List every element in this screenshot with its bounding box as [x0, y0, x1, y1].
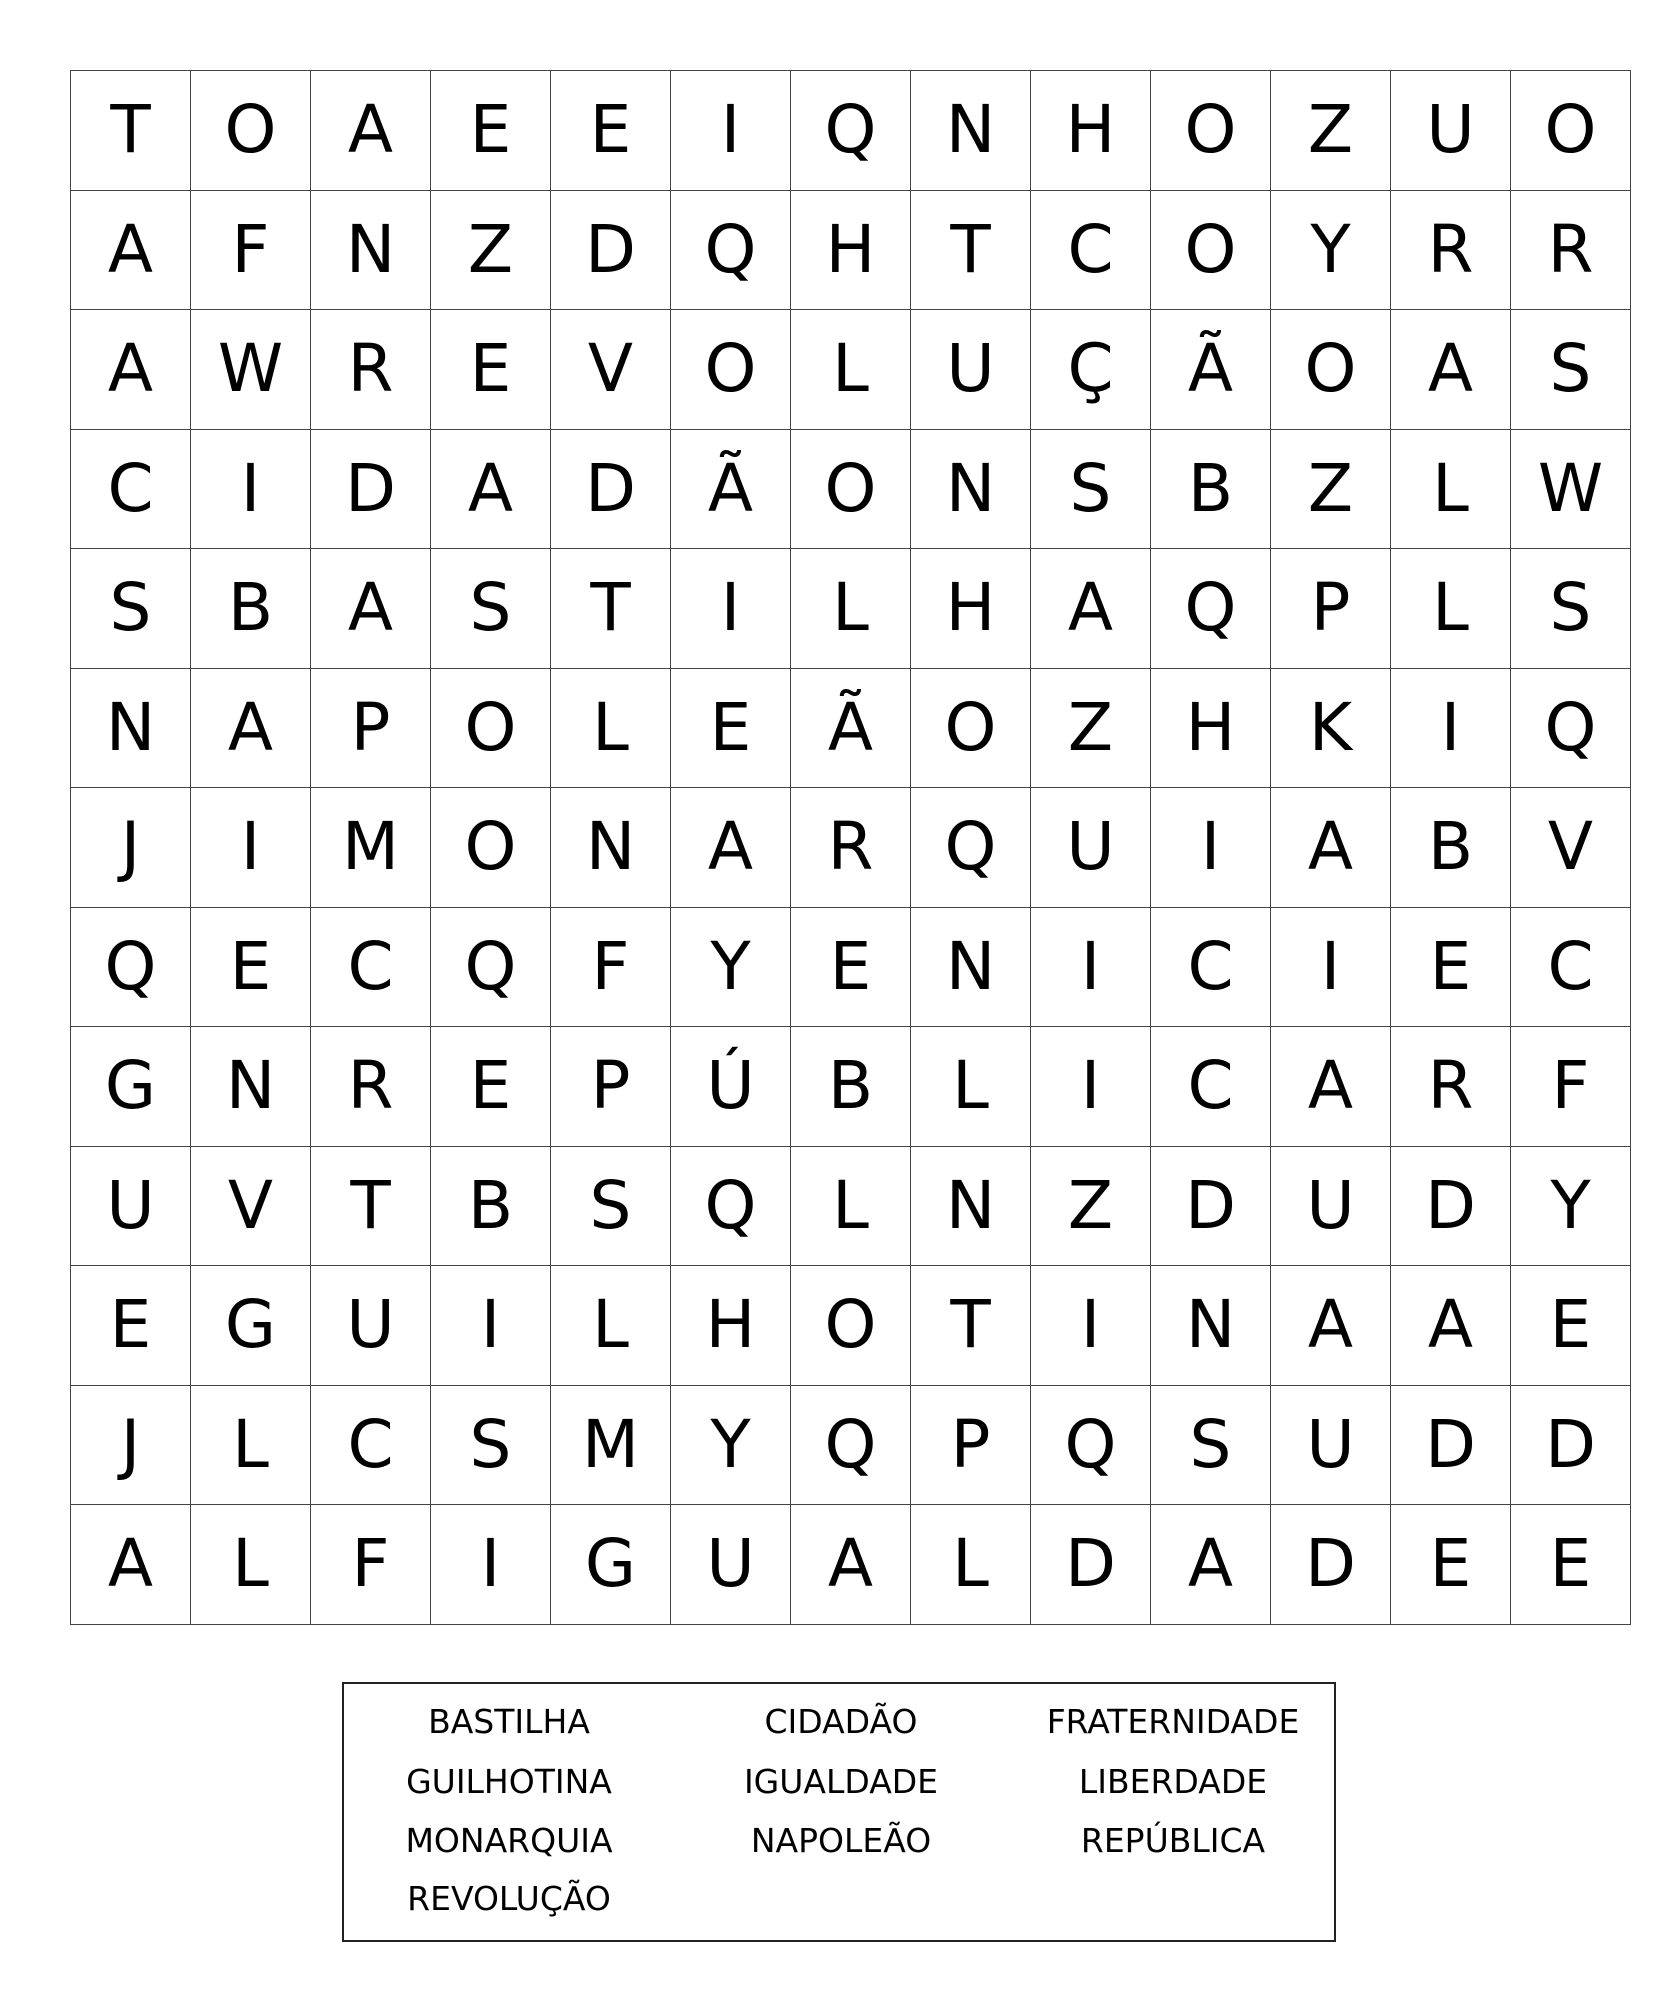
grid-cell[interactable]: L: [791, 549, 911, 669]
grid-cell[interactable]: L: [191, 1505, 311, 1625]
grid-cell[interactable]: P: [1271, 549, 1391, 669]
grid-cell[interactable]: M: [551, 1385, 671, 1505]
grid-cell[interactable]: P: [551, 1027, 671, 1147]
grid-cell[interactable]: A: [791, 1505, 911, 1625]
grid-cell[interactable]: O: [1151, 71, 1271, 191]
grid-cell[interactable]: O: [791, 429, 911, 549]
grid-cell[interactable]: A: [671, 788, 791, 908]
grid-cell[interactable]: O: [431, 788, 551, 908]
grid-cell[interactable]: Z: [1271, 71, 1391, 191]
grid-cell[interactable]: T: [911, 1266, 1031, 1386]
grid-cell[interactable]: V: [551, 310, 671, 430]
word-list-item: LIBERDADE: [1078, 1762, 1268, 1801]
grid-cell[interactable]: O: [191, 71, 311, 191]
grid-cell[interactable]: R: [311, 1027, 431, 1147]
grid-cell[interactable]: P: [311, 668, 431, 788]
grid-cell[interactable]: N: [1151, 1266, 1271, 1386]
grid-cell[interactable]: T: [911, 190, 1031, 310]
grid-cell[interactable]: Ã: [1151, 310, 1271, 430]
grid-cell[interactable]: W: [1511, 429, 1631, 549]
grid-cell[interactable]: Ç: [1031, 310, 1151, 430]
grid-cell[interactable]: C: [1151, 907, 1271, 1027]
grid-cell[interactable]: I: [431, 1505, 551, 1625]
grid-cell[interactable]: A: [1271, 788, 1391, 908]
grid-row: [71, 907, 1631, 1027]
grid-cell[interactable]: C: [71, 429, 191, 549]
grid-cell[interactable]: A: [1271, 1027, 1391, 1147]
grid-row: [71, 1266, 1631, 1386]
grid-cell[interactable]: A: [1271, 1266, 1391, 1386]
grid-cell[interactable]: D: [1271, 1505, 1391, 1625]
grid-cell[interactable]: A: [1031, 549, 1151, 669]
grid-cell[interactable]: E: [1391, 907, 1511, 1027]
grid-cell[interactable]: B: [431, 1146, 551, 1266]
grid-cell[interactable]: S: [71, 549, 191, 669]
grid-cell[interactable]: Ã: [671, 429, 791, 549]
grid-cell[interactable]: V: [191, 1146, 311, 1266]
grid-cell[interactable]: A: [191, 668, 311, 788]
grid-cell[interactable]: S: [1151, 1385, 1271, 1505]
grid-cell[interactable]: E: [431, 1027, 551, 1147]
grid-cell[interactable]: N: [71, 668, 191, 788]
grid-cell[interactable]: S: [431, 1385, 551, 1505]
grid-cell[interactable]: I: [431, 1266, 551, 1386]
grid-cell[interactable]: A: [1391, 1266, 1511, 1386]
grid-cell[interactable]: I: [671, 549, 791, 669]
grid-cell[interactable]: W: [191, 310, 311, 430]
grid-cell[interactable]: D: [311, 429, 431, 549]
grid-row: [71, 1505, 1631, 1625]
grid-cell[interactable]: S: [1511, 549, 1631, 669]
grid-cell[interactable]: K: [1271, 668, 1391, 788]
grid-cell[interactable]: R: [1391, 190, 1511, 310]
grid-cell[interactable]: D: [1031, 1505, 1151, 1625]
grid-cell[interactable]: L: [791, 310, 911, 430]
grid-cell[interactable]: U: [1271, 1385, 1391, 1505]
grid-cell[interactable]: Q: [791, 71, 911, 191]
grid-cell[interactable]: B: [791, 1027, 911, 1147]
grid-cell[interactable]: S: [551, 1146, 671, 1266]
grid-cell[interactable]: H: [671, 1266, 791, 1386]
grid-cell[interactable]: A: [311, 549, 431, 669]
grid-cell[interactable]: T: [551, 549, 671, 669]
grid-cell[interactable]: N: [311, 190, 431, 310]
grid-cell[interactable]: Q: [1151, 549, 1271, 669]
grid-cell[interactable]: L: [1391, 429, 1511, 549]
grid-cell[interactable]: U: [1391, 71, 1511, 191]
grid-cell[interactable]: N: [551, 788, 671, 908]
grid-cell[interactable]: S: [1031, 429, 1151, 549]
grid-cell[interactable]: Q: [1511, 668, 1631, 788]
grid-cell[interactable]: O: [1271, 310, 1391, 430]
grid-cell[interactable]: B: [191, 549, 311, 669]
word-list-item: BASTILHA: [428, 1702, 590, 1741]
word-list-item: CIDADÃO: [764, 1702, 918, 1741]
grid-cell[interactable]: D: [1391, 1385, 1511, 1505]
grid-cell[interactable]: C: [1511, 907, 1631, 1027]
grid-row: [71, 549, 1631, 669]
word-list-box: [342, 1682, 1336, 1942]
grid-cell[interactable]: Q: [671, 190, 791, 310]
grid-cell[interactable]: C: [1151, 1027, 1271, 1147]
grid-cell[interactable]: E: [71, 1266, 191, 1386]
word-list-item: IGUALDADE: [743, 1762, 939, 1801]
grid-cell[interactable]: S: [1511, 310, 1631, 430]
grid-cell[interactable]: Y: [1271, 190, 1391, 310]
grid-cell[interactable]: A: [1391, 310, 1511, 430]
grid-cell[interactable]: O: [671, 310, 791, 430]
grid-cell[interactable]: H: [911, 549, 1031, 669]
grid-cell[interactable]: A: [311, 71, 431, 191]
grid-cell[interactable]: U: [1271, 1146, 1391, 1266]
grid-cell[interactable]: R: [791, 788, 911, 908]
grid-cell[interactable]: Q: [1031, 1385, 1151, 1505]
grid-row: [71, 668, 1631, 788]
grid-cell[interactable]: Z: [1271, 429, 1391, 549]
grid-cell[interactable]: O: [791, 1266, 911, 1386]
grid-cell[interactable]: O: [1511, 71, 1631, 191]
grid-cell[interactable]: E: [431, 71, 551, 191]
grid-cell[interactable]: O: [1151, 190, 1271, 310]
grid-cell[interactable]: I: [1031, 1027, 1151, 1147]
grid-cell[interactable]: E: [191, 907, 311, 1027]
grid-cell[interactable]: R: [311, 310, 431, 430]
grid-cell[interactable]: N: [191, 1027, 311, 1147]
word-list-item: REVOLUÇÃO: [407, 1879, 611, 1918]
grid-cell[interactable]: G: [71, 1027, 191, 1147]
grid-row: [71, 190, 1631, 310]
grid-cell[interactable]: U: [911, 310, 1031, 430]
grid-cell[interactable]: D: [1511, 1385, 1631, 1505]
word-list-item: FRATERNIDADE: [1046, 1702, 1300, 1741]
grid-row: [71, 429, 1631, 549]
grid-cell[interactable]: Z: [1031, 668, 1151, 788]
grid-cell[interactable]: R: [1511, 190, 1631, 310]
grid-cell[interactable]: G: [551, 1505, 671, 1625]
grid-cell[interactable]: Z: [1031, 1146, 1151, 1266]
grid-cell[interactable]: L: [1391, 549, 1511, 669]
grid-cell[interactable]: Y: [1511, 1146, 1631, 1266]
grid-cell[interactable]: D: [1391, 1146, 1511, 1266]
grid-cell[interactable]: Ã: [791, 668, 911, 788]
grid-cell[interactable]: Y: [671, 907, 791, 1027]
grid-cell[interactable]: L: [911, 1027, 1031, 1147]
word-list-item: REPÚBLICA: [1080, 1821, 1266, 1860]
grid-cell[interactable]: D: [551, 190, 671, 310]
grid-cell[interactable]: Q: [71, 907, 191, 1027]
grid-cell[interactable]: L: [551, 668, 671, 788]
grid-cell[interactable]: F: [551, 907, 671, 1027]
grid-cell[interactable]: M: [311, 788, 431, 908]
grid-cell[interactable]: E: [1391, 1505, 1511, 1625]
grid-cell[interactable]: E: [1511, 1505, 1631, 1625]
grid-cell[interactable]: T: [71, 71, 191, 191]
grid-cell[interactable]: E: [431, 310, 551, 430]
grid-cell[interactable]: U: [1031, 788, 1151, 908]
grid-cell[interactable]: J: [71, 1385, 191, 1505]
grid-cell[interactable]: C: [1031, 190, 1151, 310]
grid-cell[interactable]: Z: [431, 190, 551, 310]
grid-cell[interactable]: Y: [671, 1385, 791, 1505]
grid-row: [71, 310, 1631, 430]
grid-cell[interactable]: I: [1271, 907, 1391, 1027]
word-list-item: MONARQUIA: [405, 1821, 613, 1860]
grid-cell[interactable]: I: [1391, 668, 1511, 788]
grid-cell[interactable]: N: [911, 71, 1031, 191]
grid-cell[interactable]: I: [1031, 907, 1151, 1027]
grid-cell[interactable]: I: [1031, 1266, 1151, 1386]
grid-cell[interactable]: U: [71, 1146, 191, 1266]
grid-cell[interactable]: Q: [911, 788, 1031, 908]
grid-cell[interactable]: J: [71, 788, 191, 908]
grid-cell[interactable]: N: [911, 1146, 1031, 1266]
grid-cell[interactable]: H: [1031, 71, 1151, 191]
grid-cell[interactable]: I: [191, 788, 311, 908]
grid-cell[interactable]: C: [311, 907, 431, 1027]
grid-cell[interactable]: A: [431, 429, 551, 549]
grid-cell[interactable]: A: [71, 190, 191, 310]
grid-cell[interactable]: B: [1391, 788, 1511, 908]
grid-cell[interactable]: A: [1151, 1505, 1271, 1625]
grid-cell[interactable]: E: [791, 907, 911, 1027]
grid-cell[interactable]: I: [1151, 788, 1271, 908]
grid-cell[interactable]: P: [911, 1385, 1031, 1505]
grid-cell[interactable]: Q: [671, 1146, 791, 1266]
grid-cell[interactable]: R: [1391, 1027, 1511, 1147]
grid-cell[interactable]: D: [551, 429, 671, 549]
grid-row: [71, 1146, 1631, 1266]
grid-cell[interactable]: F: [311, 1505, 431, 1625]
grid-cell[interactable]: E: [671, 668, 791, 788]
grid-row: [71, 1027, 1631, 1147]
grid-cell[interactable]: G: [191, 1266, 311, 1386]
grid-cell[interactable]: O: [911, 668, 1031, 788]
word-list-item: NAPOLEÃO: [750, 1821, 932, 1860]
grid-cell[interactable]: I: [191, 429, 311, 549]
grid-cell[interactable]: H: [791, 190, 911, 310]
grid-cell[interactable]: H: [1151, 668, 1271, 788]
grid-row: [71, 1385, 1631, 1505]
grid-cell[interactable]: N: [911, 429, 1031, 549]
grid-cell[interactable]: L: [791, 1146, 911, 1266]
grid-cell[interactable]: A: [71, 1505, 191, 1625]
grid-cell[interactable]: C: [311, 1385, 431, 1505]
grid-cell[interactable]: V: [1511, 788, 1631, 908]
grid-row: [71, 788, 1631, 908]
word-list-item: GUILHOTINA: [406, 1762, 612, 1801]
grid-cell[interactable]: Q: [791, 1385, 911, 1505]
grid-cell[interactable]: L: [911, 1505, 1031, 1625]
grid-cell[interactable]: F: [191, 190, 311, 310]
grid-cell[interactable]: N: [911, 907, 1031, 1027]
grid-cell[interactable]: T: [311, 1146, 431, 1266]
grid-cell[interactable]: I: [671, 71, 791, 191]
grid-cell[interactable]: Q: [431, 907, 551, 1027]
grid-cell[interactable]: S: [431, 549, 551, 669]
letter-grid: [70, 70, 1631, 1625]
grid-cell[interactable]: L: [191, 1385, 311, 1505]
grid-cell[interactable]: D: [1151, 1146, 1271, 1266]
grid-cell[interactable]: O: [431, 668, 551, 788]
grid-cell[interactable]: Ú: [671, 1027, 791, 1147]
grid-cell[interactable]: U: [671, 1505, 791, 1625]
grid-cell[interactable]: B: [1151, 429, 1271, 549]
grid-cell[interactable]: E: [1511, 1266, 1631, 1386]
grid-row: [71, 71, 1631, 191]
grid-cell[interactable]: F: [1511, 1027, 1631, 1147]
grid-cell[interactable]: E: [551, 71, 671, 191]
grid-cell[interactable]: U: [311, 1266, 431, 1386]
grid-cell[interactable]: L: [551, 1266, 671, 1386]
grid-cell[interactable]: A: [71, 310, 191, 430]
